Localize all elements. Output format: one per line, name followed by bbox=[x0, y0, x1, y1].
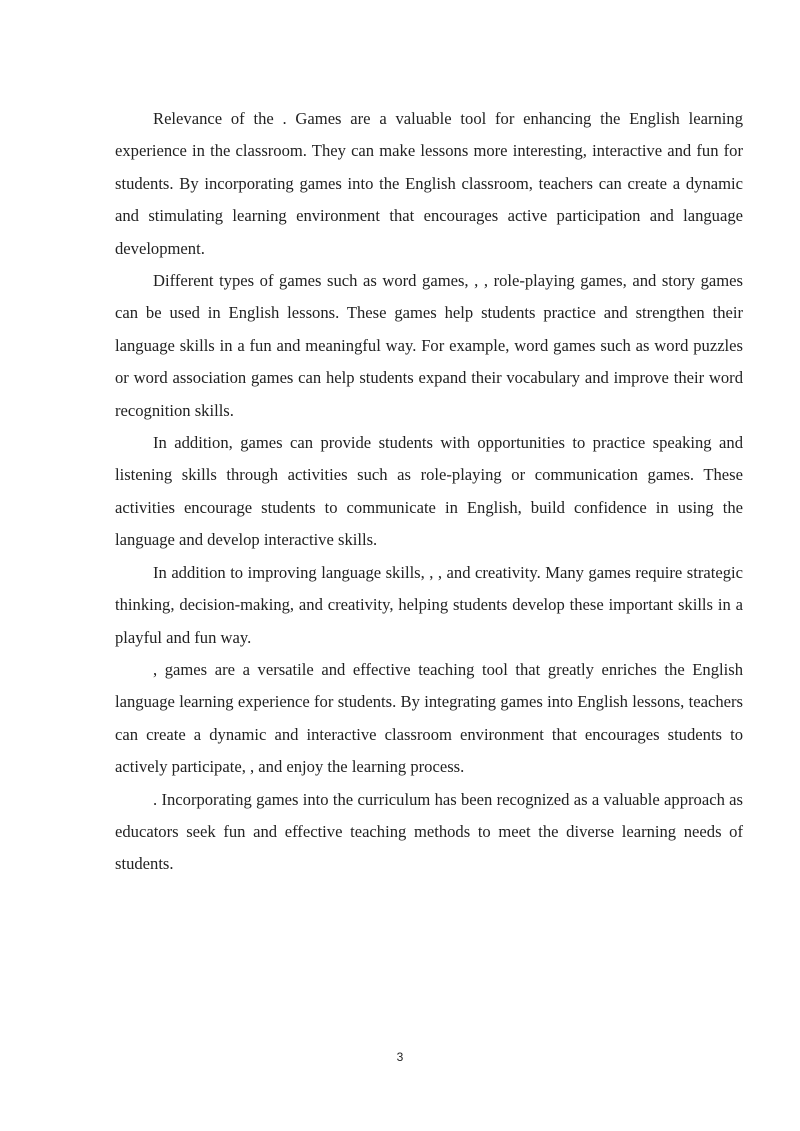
paragraph-game-types: Different types of games such as word games, , , role-playing games, and story games can be used in English lessons. These games help students practice and strengthen their language skills in a fun and meaningful way. For example, word games such as word puzzles or word association games can help students expand their vocabulary and improve their word recognition skills. bbox=[115, 271, 743, 420]
document-body bbox=[115, 103, 743, 881]
page-number: 3 bbox=[396, 1050, 404, 1064]
paragraph-speaking-listening: In addition, games can provide students with opportunities to practice speaking and listening skills through activities such as role-playing or communication games. These activities encourage students to communicate in English, build confidence in using the language and develop interactive skills. bbox=[115, 433, 743, 550]
paragraph-skills-creativity: In addition to improving language skills, , , and creativity. Many games require strategic thinking, decision-making, and creativity, helping students develop these important skills in a playful and fun way. bbox=[115, 562, 743, 647]
paragraph-conclusion: , games are a versatile and effective teaching tool that greatly enriches the English language learning experience for students. By integrating games into English lessons, teachers can create a dynamic and interactive classroom environment that encourages students to actively participate, , and enjoy the learning process. bbox=[115, 659, 743, 777]
paragraph-curriculum: . Incorporating games into the curriculum has been recognized as a valuable approach as educators seek fun and effective teaching methods to meet the diverse learning needs of students. bbox=[115, 789, 743, 874]
paragraph-relevance: Relevance of the . Games are a valuable tool for enhancing the English learning experience in the classroom. They can make lessons more interesting, interactive and fun for students. By incorporating games into the English classroom, teachers can create a dynamic and stimulating learning environment that encourages active participation and language development. bbox=[115, 109, 743, 258]
